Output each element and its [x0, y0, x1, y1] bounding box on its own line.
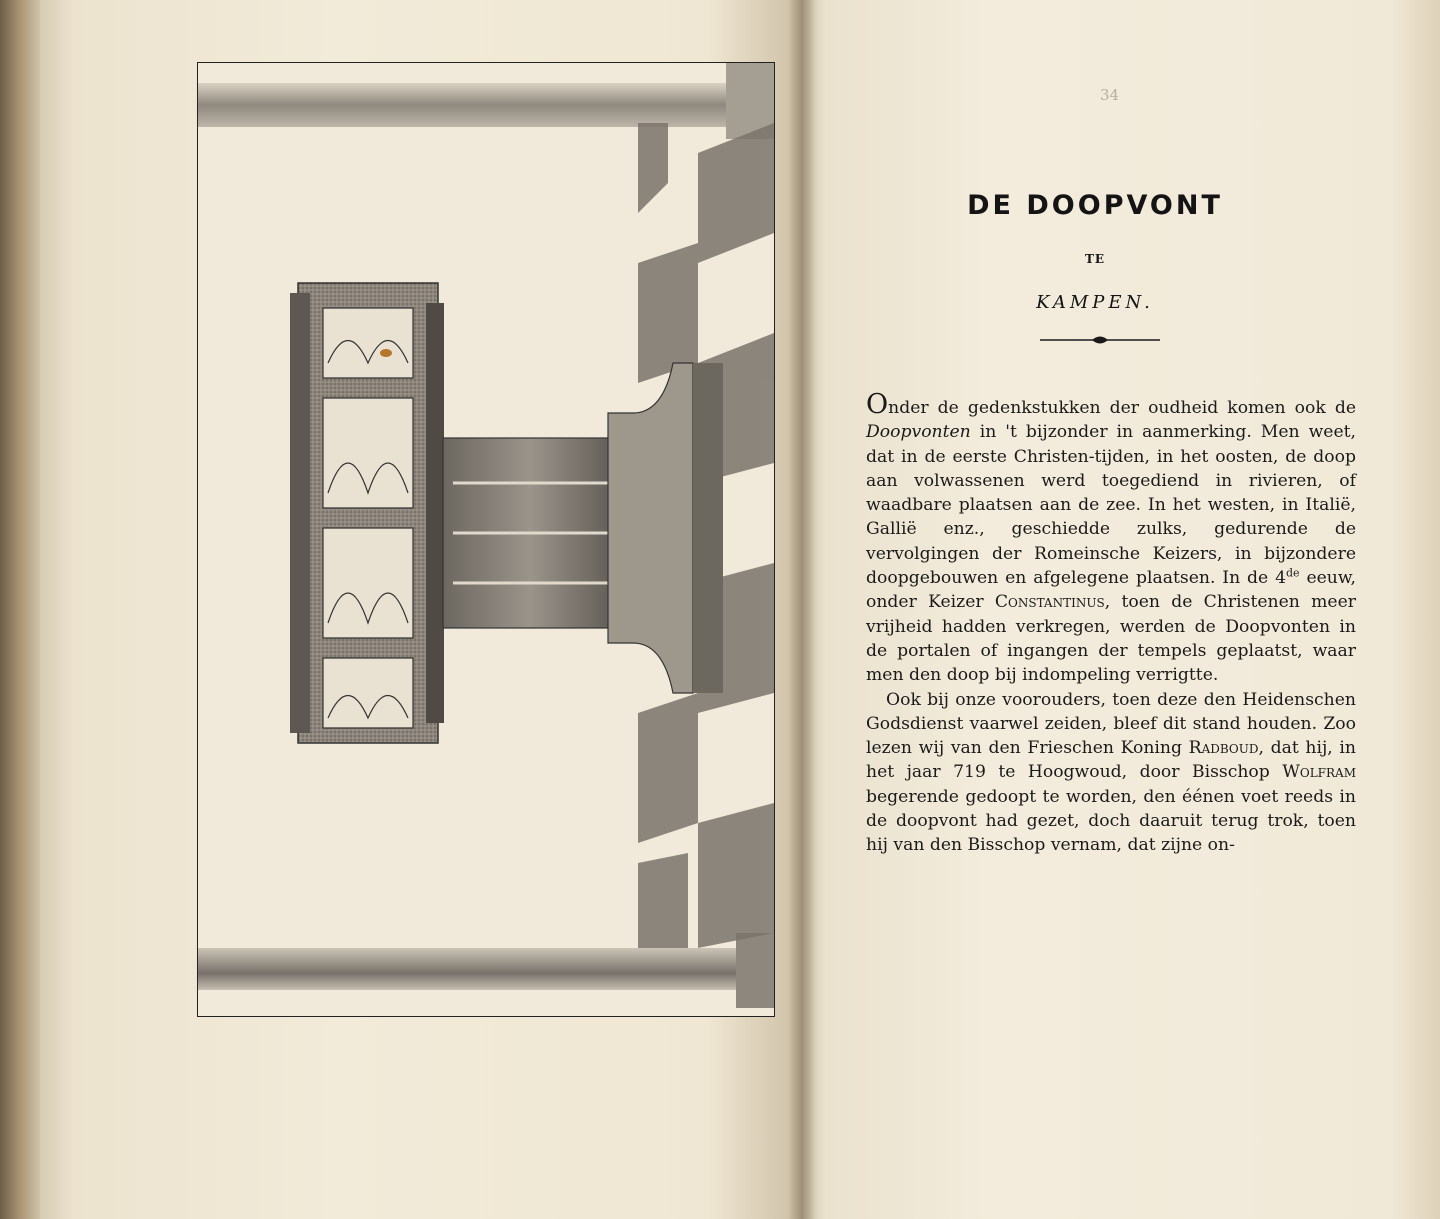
paragraph-1-text: , toen de Christenen meer vrijheid hadden verkregen, werden de Doopvonten in de portalen of ingangen der tempels geplaatst, waar men den doop bij indompeling verrigtte. — [866, 592, 1356, 686]
bottom-rail — [198, 948, 774, 990]
paragraph-2-text: begerende gedoopt te worden, den éénen voet reeds in de doopvont had gezet, doch daaruit terug trok, toen hij van den Bisschop vernam, dat zijne on- — [866, 786, 1356, 856]
small-caps-name: Wolfram — [1282, 762, 1356, 783]
paragraph-2 — [866, 688, 1356, 858]
font-base — [608, 363, 723, 693]
paragraph-1-text: in 't bijzonder in aanmerking. Men weet, dat in de eerste Christen-tijden, in het oosten, de doop aan volwassenen werd toegediend in rivieren, of waadbare plaatsen aan de zee. In het westen, in Italië, Gallië enz., geschiedde zulks, gedurende de vervolgingen der Romeinsche Keizers, in bijzondere doopgebouwen en afgelegene plaatsen. In de 4 — [866, 422, 1356, 589]
paragraph-1-text: eeuw, onder Keizer — [866, 568, 1357, 613]
ordinal-suffix: de — [1286, 566, 1300, 580]
body-text — [866, 389, 1357, 858]
paragraph-1-text: nder de gedenkstukken der oudheid komen ook de — [888, 398, 1356, 418]
page-number: 34 — [1100, 86, 1120, 104]
title-place: KAMPEN. — [1036, 292, 1154, 313]
ornamental-rule — [1040, 333, 1160, 347]
bottom-rail-post — [736, 933, 774, 1008]
paragraph-2-text: Ook bij onze voorouders, toen deze den Heidenschen Godsdienst vaarwel zeiden, bleef dit stand houden. Zoo lezen wij van den Frieschen Koning — [866, 689, 1356, 759]
engraving-plate — [197, 62, 775, 1017]
small-caps-name: Constantinus — [994, 592, 1105, 613]
small-caps-name: Radboud — [1188, 738, 1259, 759]
title-connector: TE — [1084, 252, 1106, 266]
top-rail — [198, 83, 774, 127]
baptismal-font-illustration — [198, 63, 774, 1016]
italic-term: Doopvonten — [866, 422, 971, 443]
paragraph-1 — [866, 389, 1357, 688]
paragraph-2-text: , dat hij, in het jaar 719 te Hoogwoud, door Bisschop — [866, 738, 1356, 783]
drop-cap: O — [866, 389, 889, 420]
book-gutter — [788, 0, 816, 1219]
chapter-title: DE DOOPVONT — [967, 190, 1223, 221]
font-basin — [290, 283, 444, 743]
font-shaft — [443, 438, 618, 628]
